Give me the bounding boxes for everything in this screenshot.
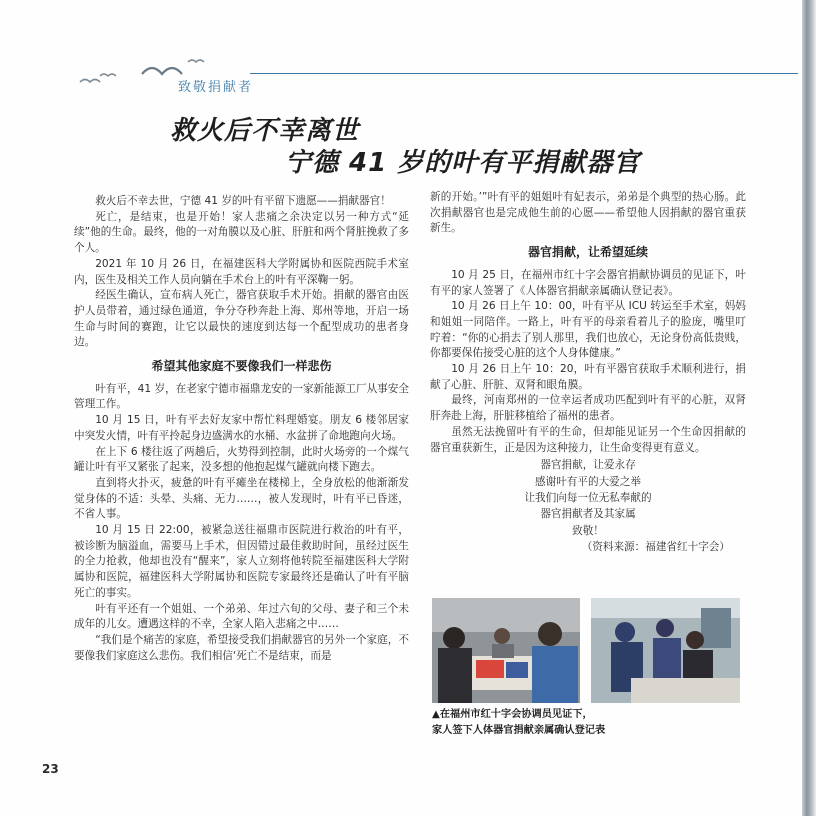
paragraph: 在上下 6 楼往返了两趟后，火势得到控制，此时火场旁的一个煤气罐让叶有平又紧张了起来，没多想的他抱起煤气罐就向楼下跑去。 bbox=[74, 445, 409, 474]
page-number: 23 bbox=[42, 762, 59, 776]
paragraph: 经医生确认，宣布病人死亡，器官获取手术开始。捐献的器官由医护人员带着，通过绿色通道，争分夺秒奔赴上海、郑州等地，开启一场生命与时间的赛跑，让它以最快的速度到达每一个配型成功的患者身边。 bbox=[74, 289, 409, 349]
paragraph: 新的开始。’”叶有平的姐姐叶有妃表示，弟弟是个典型的热心肠。此次捐献器官也是完成他生前的心愿——希望他人因捐献的器官重获新生。 bbox=[430, 191, 746, 235]
header-rule bbox=[250, 73, 798, 74]
right-column bbox=[430, 190, 746, 556]
paragraph: 最终，河南郑州的一位幸运者成功匹配到叶有平的心脏，双肾肝奔赴上海，肝脏移植给了福州的患者。 bbox=[430, 394, 746, 423]
closing-line: 让我们向每一位无私奉献的 bbox=[524, 492, 652, 505]
caption-line: 家人签下人体器官捐献亲属确认登记表 bbox=[432, 725, 606, 736]
paragraph: 直到将火扑灭，疲惫的叶有平瘫坐在楼梯上，全身放松的他渐渐发觉身体的不适：头晕、头痛、无力……，被人发现时，叶有平已昏迷，不省人事。 bbox=[74, 476, 409, 521]
paragraph: 死亡，是结束，也是开始！家人悲痛之余决定以另一种方式“延续”他的生命。最终，他的一对角膜以及心脏、肝脏和两个肾脏挽救了多个人。 bbox=[74, 210, 409, 255]
paragraph: 虽然无法挽留叶有平的生命，但却能见证另一个生命因捐献的器官重获新生，正是因为这种接力，让生命变得更有意义。 bbox=[430, 425, 746, 454]
article-title-line1: 救火后不幸离世 bbox=[170, 116, 360, 146]
caption-line: ▲在福州市红十字会协调员见证下， bbox=[432, 709, 593, 720]
paragraph: 10 月 26 日上午 10：00，叶有平从 ICU 转运至手术室，妈妈和姐姐一同陪伴。一路上，叶有平的母亲看着儿子的脸庞，嘴里叮咛着：“你的心捐去了别人那里，我们也放心，无论身份高低贵贱，你都要保佑接受心脏的这个人身体健康。” bbox=[430, 300, 746, 360]
section-heading: 器官捐献，让希望延续 bbox=[527, 245, 648, 260]
paragraph: 10 月 26 日上午 10：20，叶有平器官获取手术顺利进行，捐献了心脏、肝脏、双肾和眼角膜。 bbox=[430, 363, 746, 391]
closing-line: 器官捐献，让爱永存 bbox=[540, 459, 636, 472]
article-title-line2: 宁德 41 岁的叶有平捐献器官 bbox=[285, 148, 641, 178]
left-column bbox=[74, 194, 409, 664]
paragraph: 10 月 25 日，在福州市红十字会器官捐献协调员的见证下，叶有平的家人签署了《人体器官捐献亲属确认登记表》。 bbox=[430, 268, 746, 297]
photo-medical-staff bbox=[591, 598, 740, 703]
paragraph: “我们是个痛苦的家庭，希望接受我们捐献器官的另外一个家庭，不要像我们家庭这么悲伤。我们相信‘死亡不是结束，而是 bbox=[74, 633, 409, 662]
closing-line: 致敬！ bbox=[572, 524, 604, 537]
closing-line: 感谢叶有平的大爱之举 bbox=[535, 475, 641, 488]
paragraph: 10 月 15 日 22:00，被紧急送往福鼎市医院进行救治的叶有平，被诊断为脑溢血，需要马上手术，但因错过最佳救助时间，虽经过医生的全力抢救，他却也没有“醒来”，家人立刻将他转院至福建医科大学附属协和医院，福建医科大学附属协和医院专家最终还是确认了叶有平脑死亡的事实。 bbox=[74, 524, 409, 599]
paragraph: 叶有平还有一个姐姐、一个弟弟、年过六旬的父母、妻子和三个未成年的儿女。遭遇这样的不幸，全家人陷入悲痛之中…… bbox=[74, 602, 409, 631]
paragraph: 救火后不幸去世，宁德 41 岁的叶有平留下遗愿——捐献器官！ bbox=[95, 195, 391, 207]
section-heading: 希望其他家庭不要像我们一样悲伤 bbox=[151, 359, 332, 374]
section-label: 致敬捐献者 bbox=[178, 80, 254, 95]
paragraph: 2021 年 10 月 26 日，在福建医科大学附属协和医院西院手术室内，医生及相关工作人员向躺在手术台上的叶有平深鞠一躬。 bbox=[74, 257, 409, 286]
page-spine-edge bbox=[802, 0, 816, 816]
photo-caption bbox=[432, 707, 742, 739]
photo-family-signing bbox=[432, 598, 580, 703]
source-note: （资料来源：福建省红十字会） bbox=[581, 541, 730, 554]
closing-tribute bbox=[430, 457, 746, 555]
paragraph: 10 月 15 日，叶有平去好友家中帮忙料理婚宴。朋友 6 楼邻居家中突发火情，叶有平拎起身边盛满水的水桶、水盆拼了命地跑向火场。 bbox=[74, 414, 409, 442]
paragraph: 叶有平，41 岁，在老家宁德市福鼎龙安的一家新能源工厂从事安全管理工作。 bbox=[74, 382, 409, 411]
closing-line: 器官捐献者及其家属 bbox=[540, 508, 636, 521]
